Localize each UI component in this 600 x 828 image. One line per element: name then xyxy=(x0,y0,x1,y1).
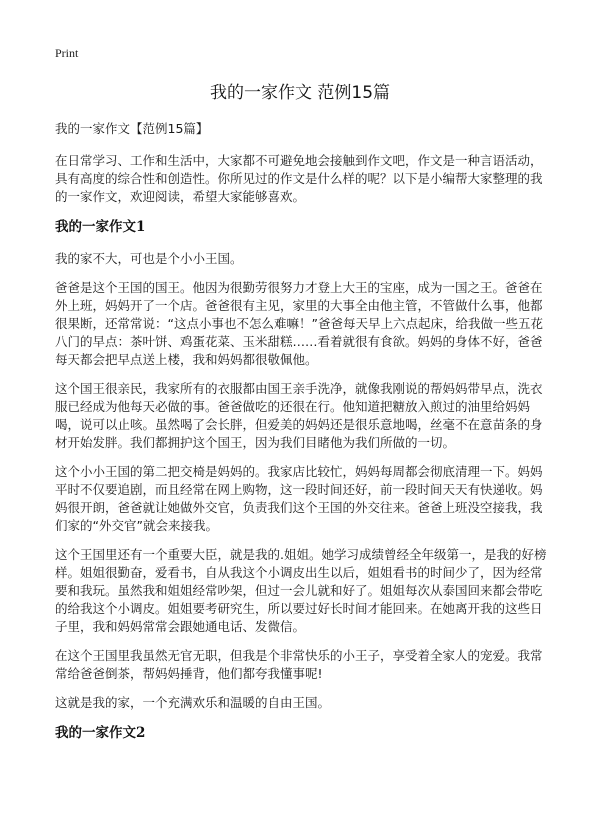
essay-1-paragraph: 这就是我的家，一个充满欢乐和温暖的自由王国。 xyxy=(55,695,331,710)
essay-1-paragraph: 这个国王很亲民，我家所有的衣服都由国王亲手洗净，就像我刚说的帮妈妈带早点，洗衣服已经成为他每天必做的事。爸爸做吃的还很在行。他知道把糖放入煎过的油里给妈妈喝，说可以止咳。虽然喝了会长胖，但爱美的妈妈还是很乐意地喝，丝毫不在意苗条的身材开始发胖。我们都拥护这个国王，因为我们目睹他为我们所做的一切。 xyxy=(55,381,543,450)
essay-1-paragraph: 爸爸是这个王国的国王。他因为很勤劳很努力才登上大王的宝座，成为一国之王。爸爸在外上班，妈妈开了一个店。爸爸很有主见，家里的大事全由他主管，不管做什么事，他都很果断，还常常说：“这点小事也不怎么难嘛！”爸爸每天早上六点起床，给我做一些五花八门的早点：茶叶饼、鸡蛋花菜、玉米甜糕……看着就很有食欲。妈妈的身体不好，爸爸每天都会把早点送上楼，我和妈妈都很敬佩他。 xyxy=(55,280,543,367)
essay-1-paragraph: 我的家不大，可也是个小小王国。 xyxy=(55,251,243,266)
print-link[interactable]: Print xyxy=(55,46,79,60)
page-title: 我的一家作文 范例15篇 xyxy=(209,83,391,103)
essay-1-paragraph: 这个小小王国的第二把交椅是妈妈的。我家店比较忙，妈妈每周都会彻底清理一下。妈妈平时不仅要追剧，而且经常在网上购物，这一段时间还好，前一段时间天天有快递收。妈妈很开朗，爸爸就让她做外交官，负责我们这个王国的外交往来。爸爸上班没空接我，我们家的“外交官”就会来接我。 xyxy=(55,464,543,533)
essay-1-paragraph: 这个王国里还有一个重要大臣，就是我的.姐姐。她学习成绩曾经全年级第一，是我的好榜样。姐姐很勤奋，爱看书，自从我这个小调皮出生以后，姐姐看书的时间少了，因为经常要和我玩。虽然我和姐姐经常吵架，但过一会儿就和好了。姐姐每次从泰国回来都会带吃的给我这个小调皮。姐姐要考研究生，所以要过好长时间才能回来。在她离开我的这些日子里，我和妈妈常常会跟她通电话、发微信。 xyxy=(55,547,547,634)
article-body xyxy=(55,120,550,756)
article-subtitle: 我的一家作文【范例15篇】 xyxy=(55,121,209,136)
intro-paragraph: 在日常学习、工作和生活中，大家都不可避免地会接触到作文吧，作文是一种言语活动，具有高度的综合性和创造性。你所见过的作文是什么样的呢？以下是小编帮大家整理的我的一家作文，欢迎阅读，希望大家能够喜欢。 xyxy=(55,153,543,204)
essay-1-heading: 我的一家作文1 xyxy=(55,219,146,235)
essay-2-heading: 我的一家作文2 xyxy=(55,725,146,741)
essay-1-paragraph: 在这个王国里我虽然无官无职，但我是个非常快乐的小王子，享受着全家人的宠爱。我常常给爸爸倒茶，帮妈妈捶背，他们都夸我懂事呢! xyxy=(55,648,543,681)
